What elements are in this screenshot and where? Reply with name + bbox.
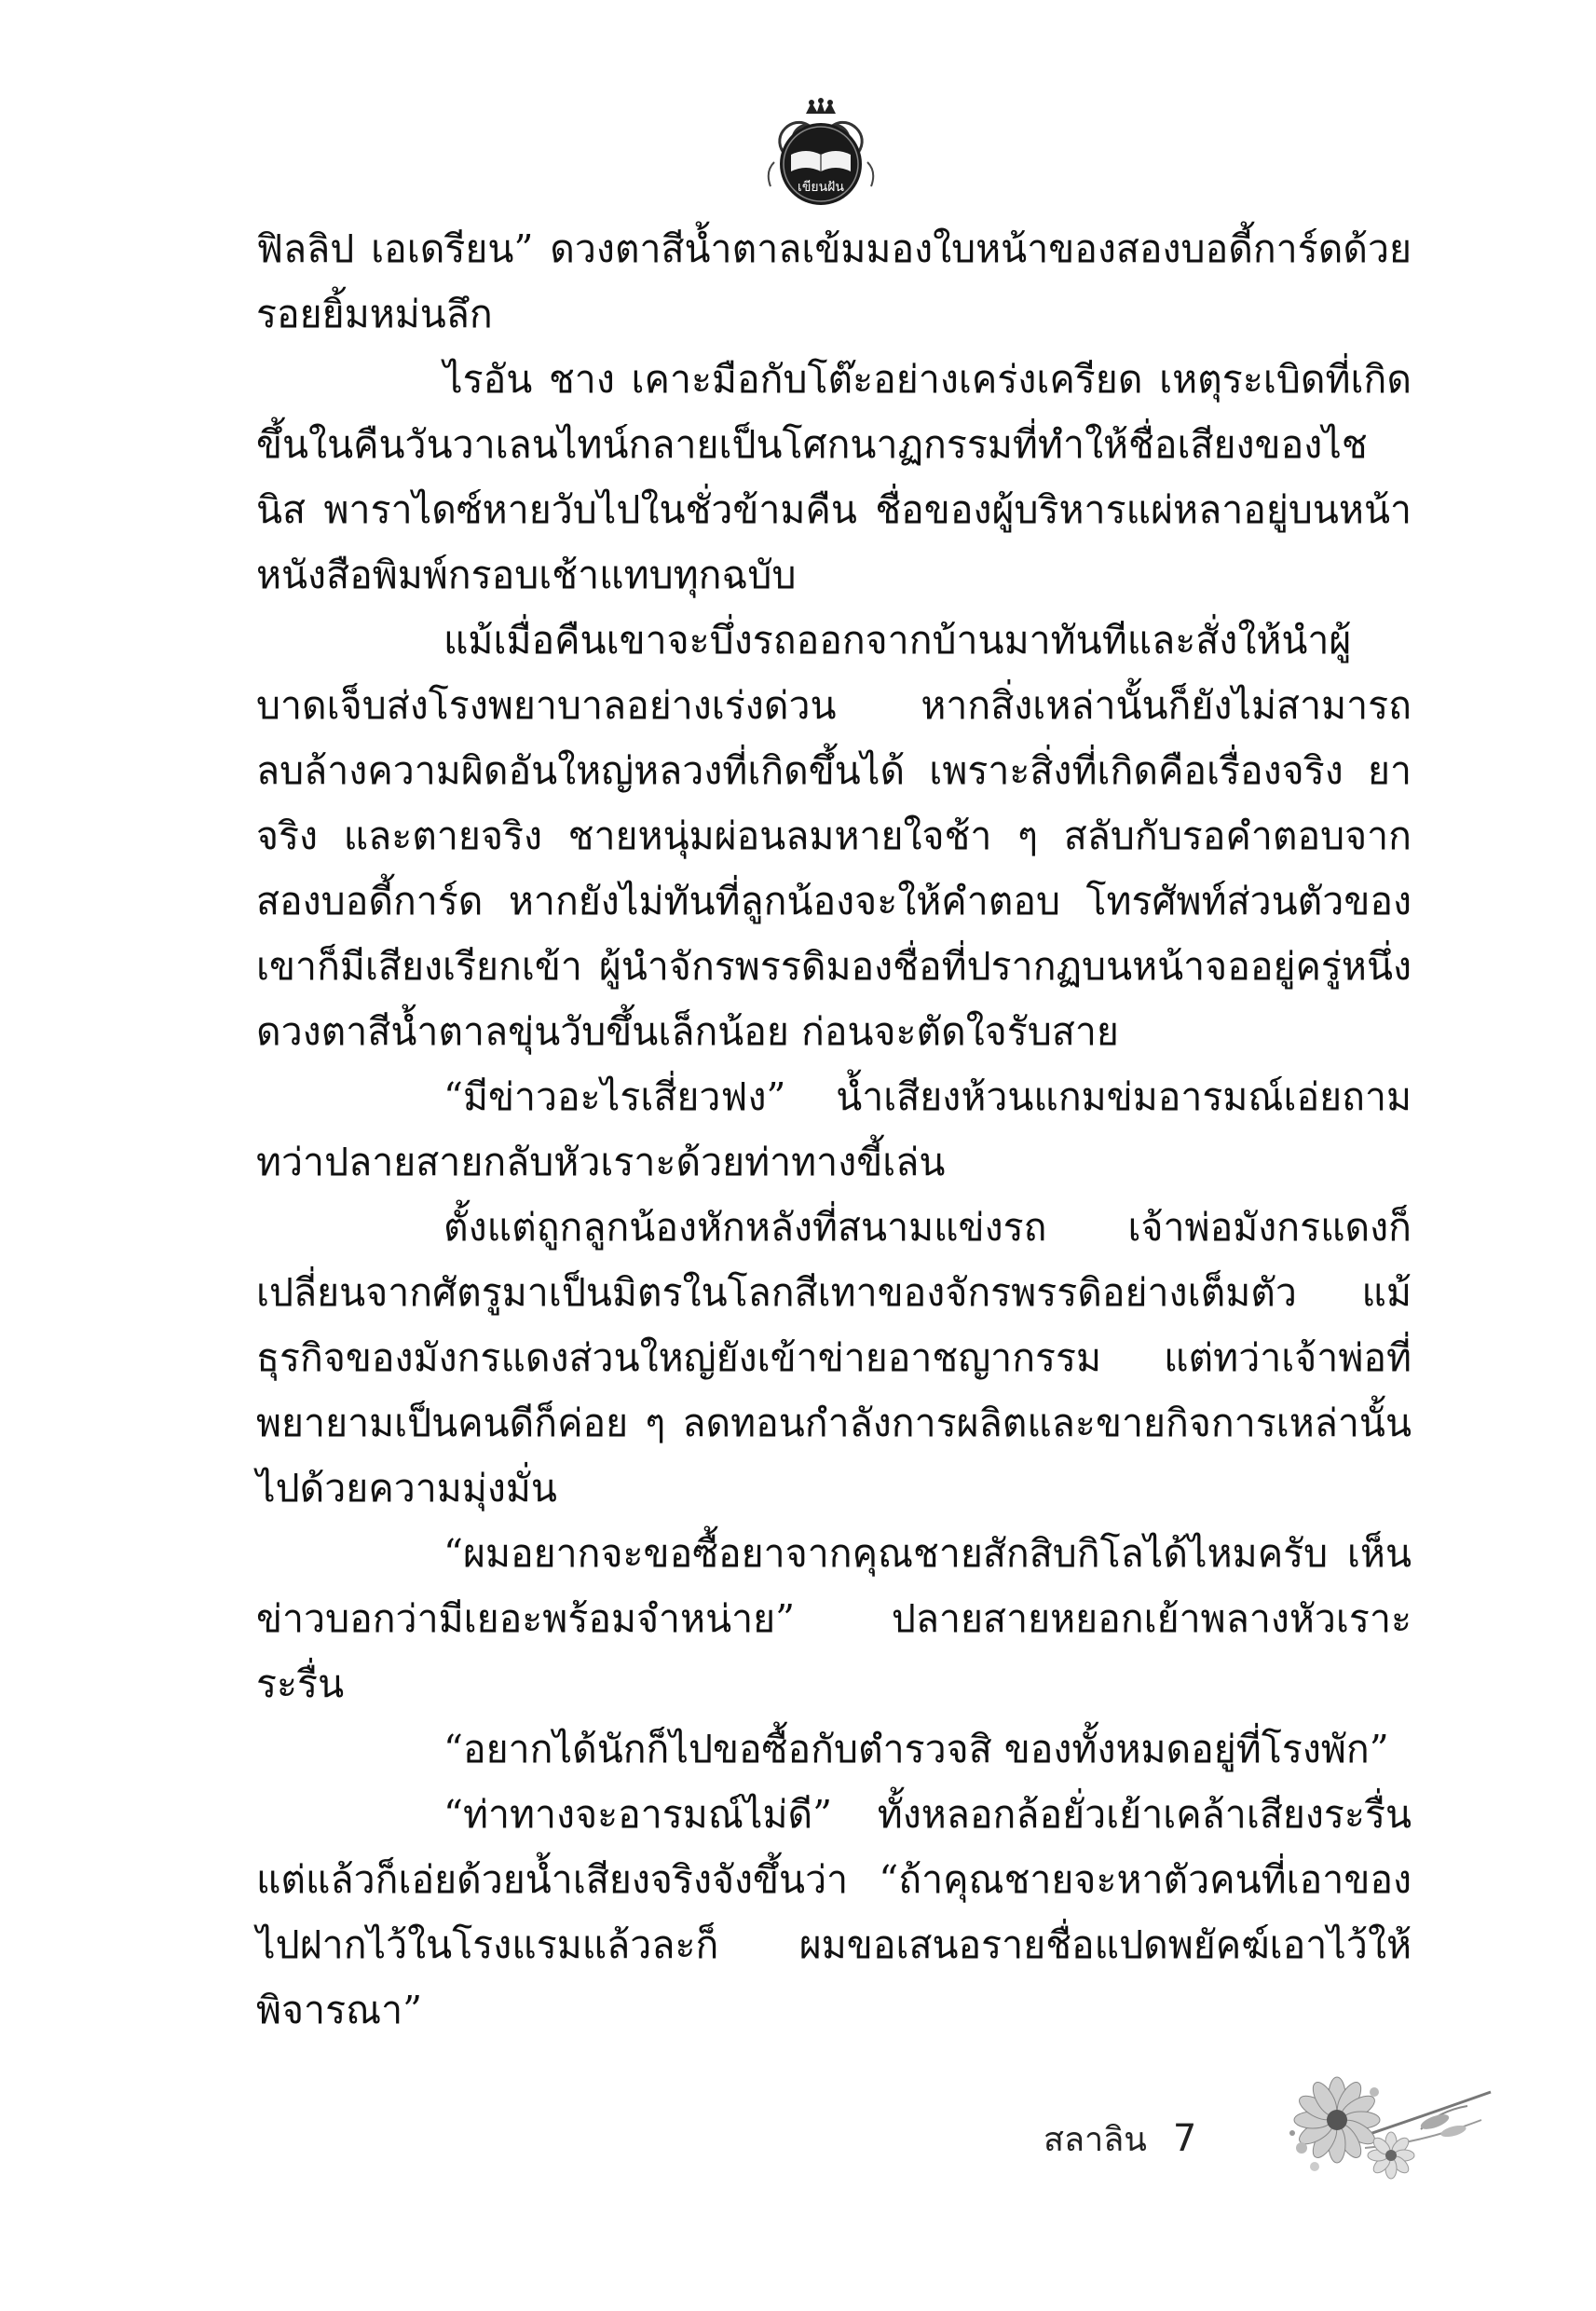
book-title: สลาลิน [1044,2120,1147,2159]
book-crest-logo-icon [765,97,877,216]
paragraph-6: “ผมอยากจะขอซื้อยาจากคุณชายสักสิบกิโลได้ไหมครับ เห็นข่าวบอกว่ามีเยอะพร้อมจำหน่าย” ปลายสายหยอกเย้าพลางหัวเราะระรื่น [256,1531,1412,1706]
paragraph-2: ไรอัน ชาง เคาะมือกับโต๊ะอย่างเคร่งเครียด เหตุระเบิดที่เกิดขึ้นในคืนวันวาเลนไทน์กลายเป็นโศกนาฏกรรมที่ทำให้ชื่อเสียงของไชนิส พาราไดซ์หายวับไปในชั่วข้ามคืน ชื่อของผู้บริหารแผ่หลาอยู่บนหน้าหนังสือพิมพ์กรอบเช้าแทบทุกฉบับ [256,357,1412,597]
paragraph-3: แม้เมื่อคืนเขาจะบึ่งรถออกจากบ้านมาทันทีและสั่งให้นำผู้บาดเจ็บส่งโรงพยาบาลอย่างเร่งด่วน หากสิ่งเหล่านั้นก็ยังไม่สามารถลบล้างความผิดอันใหญ่หลวงที่เกิดขึ้นได้ เพราะสิ่งที่เกิดคือเรื่องจริง ยาจริง และตายจริง ชายหนุ่มผ่อนลมหายใจช้า ๆ สลับกับรอคำตอบจากสองบอดี้การ์ด หากยังไม่ทันที่ลูกน้องจะให้คำตอบ โทรศัพท์ส่วนตัวของเขาก็มีเสียงเรียกเข้า ผู้นำจักรพรรดิมองชื่อที่ปรากฏบนหน้าจออยู่ครู่หนึ่ง ดวงตาสีน้ำตาลขุ่นวับขึ้นเล็กน้อย ก่อนจะตัดใจรับสาย [256,618,1412,1054]
body-text [256,216,1412,2043]
flower-bouquet-icon [1281,2055,1495,2195]
paragraph-1: ฟิลลิป เอเดรียน” ดวงตาสีน้ำตาลเข้มมองใบหน้าของสองบอดี้การ์ดด้วยรอยยิ้มหม่นลึก [256,226,1412,336]
paragraph-4: “มีข่าวอะไรเสี่ยวฟง” น้ำเสียงห้วนแกมข่มอารมณ์เอ่ยถาม ทว่าปลายสายกลับหัวเราะด้วยท่าทางขี้เล่น [256,1074,1412,1184]
paragraph-8: “ท่าทางจะอารมณ์ไม่ดี” ทั้งหลอกล้อยั่วเย้าเคล้าเสียงระรื่นแต่แล้วก็เอ่ยด้วยน้ำเสียงจริงจังขึ้นว่า “ถ้าคุณชายจะหาตัวคนที่เอาของไปฝากไว้ในโรงแรมแล้วละก็ ผมขอเสนอรายชื่อแปดพยัคฆ์เอาไว้ให้พิจารณา” [256,1792,1412,2032]
paragraph-7: “อยากได้นักก็ไปขอซื้อกับตำรวจสิ ของทั้งหมดอยู่ที่โรงพัก” [443,1727,1389,1771]
page-footer [1044,2101,1196,2176]
page-number: 7 [1172,2117,1197,2160]
svg-text:เขียนฝัน: เขียนฝัน [798,180,844,195]
book-crest-logo-svg [765,97,877,216]
paragraph-5: ตั้งแต่ถูกลูกน้องหักหลังที่สนามแข่งรถ เจ้าพ่อมังกรแดงก็เปลี่ยนจากศัตรูมาเป็นมิตรในโลกสีเทาของจักรพรรดิอย่างเต็มตัว แม้ธุรกิจของมังกรแดงส่วนใหญ่ยังเข้าข่ายอาชญากรรม แต่ทว่าเจ้าพ่อที่พยายามเป็นคนดีก็ค่อย ๆ ลดทอนกำลังการผลิตและขายกิจการเหล่านั้นไปด้วยความมุ่งมั่น [256,1205,1412,1511]
flower-bouquet-svg [1281,2055,1495,2195]
